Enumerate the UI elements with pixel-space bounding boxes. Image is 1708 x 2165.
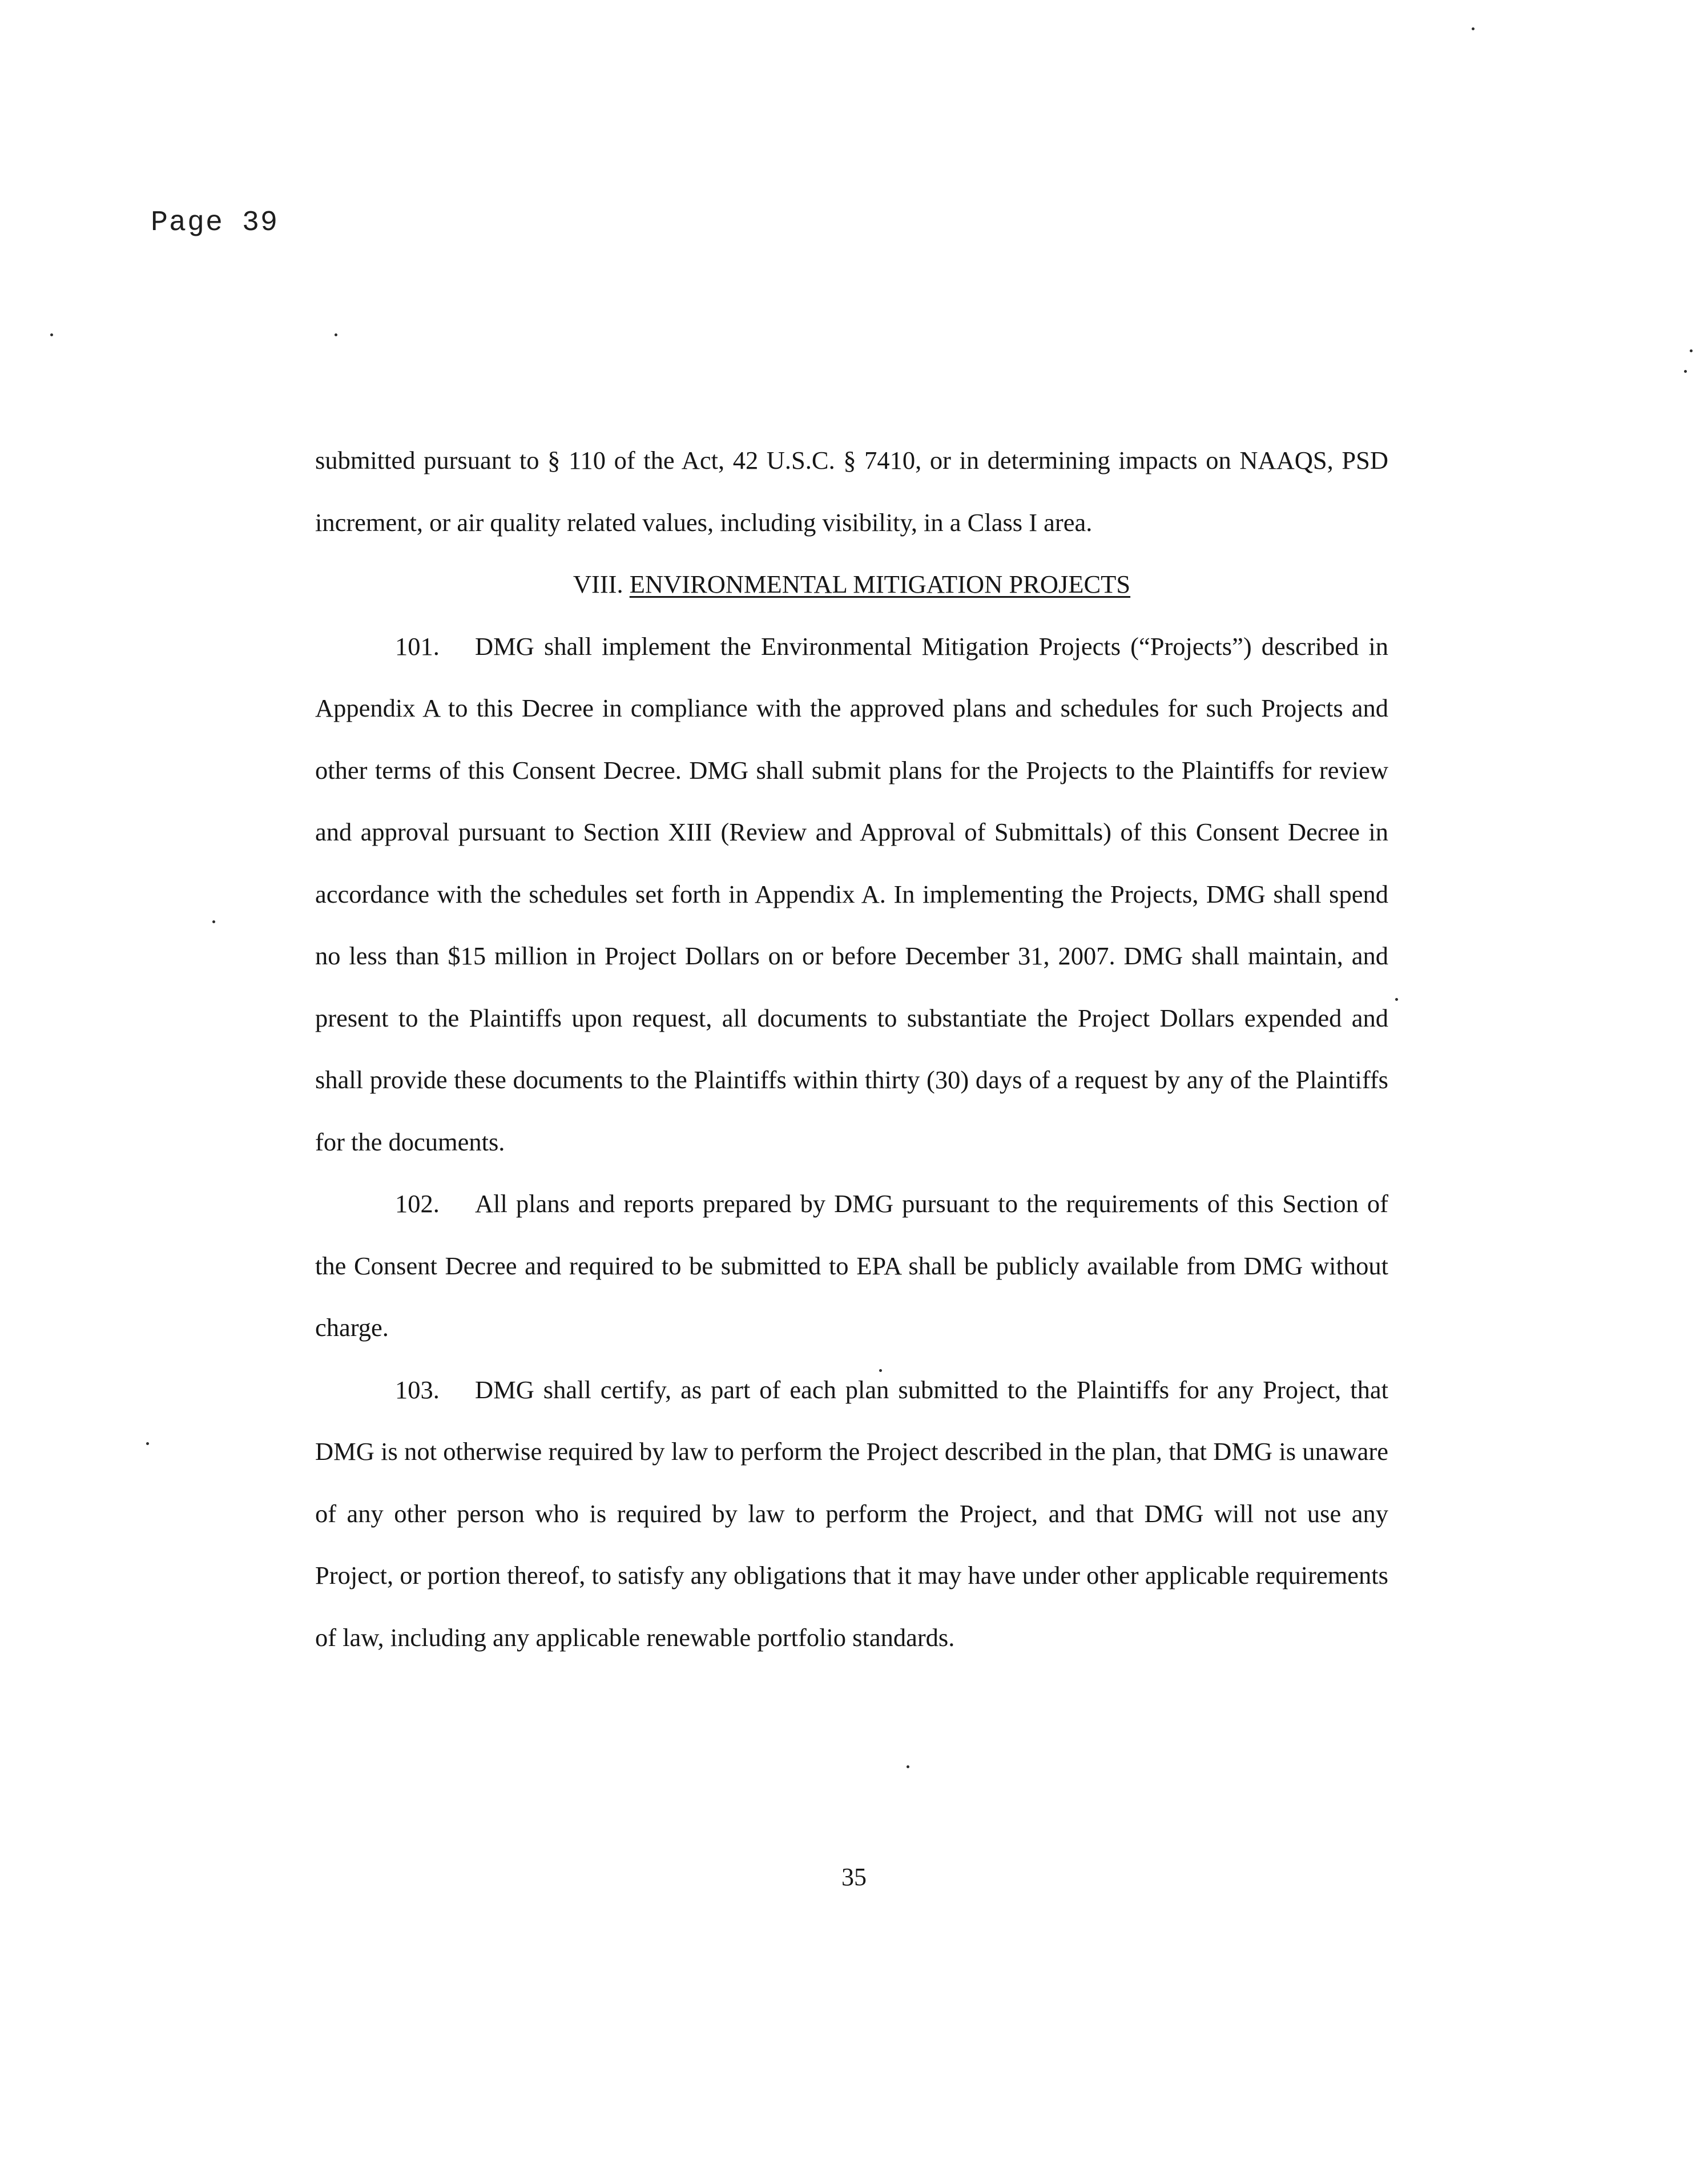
paragraph-text: DMG shall implement the Environmental Mitigation Projects (“Projects”) described in Appendix A to this Decree in compliance with the approved plans and schedules for such Projects and other terms of this Consent Decree. DMG shall submit plans for the Projects to the Plaintiffs for review and approval pursuant to Section XIII (Review and Approval of Submittals) of this Consent Decree in accordance with the schedules set forth in Appendix A. In implementing the Projects, DMG shall spend no less than $15 million in Project Dollars on or before December 31, 2007. DMG shall maintain, and present to the Plaintiffs upon request, all documents to substantiate the Project Dollars expended and shall provide these documents to the Plaintiffs within thirty (30) days of a request by any of the Plaintiffs for the documents. bbox=[315, 631, 1388, 1156]
paragraph-101 bbox=[315, 615, 1388, 1173]
paragraph-102 bbox=[315, 1173, 1388, 1359]
scan-speck bbox=[1395, 998, 1398, 1001]
scan-speck bbox=[1684, 370, 1687, 373]
scan-speck bbox=[50, 333, 53, 336]
paragraph-text: DMG shall certify, as part of each plan submitted to the Plaintiffs for any Project, that DMG is not otherwise required by law to perform the Project described in the plan, that DMG is unaware of any other person who is required by law to perform the Project, and that DMG will not use any Project, or portion thereof, to satisfy any obligations that it may have under other applicable requirements of law, including any applicable renewable portfolio standards. bbox=[315, 1375, 1388, 1652]
scan-speck bbox=[146, 1442, 149, 1445]
continuation-paragraph: submitted pursuant to § 110 of the Act, 42 U.S.C. § 7410, or in determining impacts on NAAQS, PSD increment, or air quality related values, including visibility, in a Class I area. bbox=[315, 446, 1388, 537]
document-body bbox=[315, 429, 1388, 1668]
scan-speck bbox=[212, 920, 215, 923]
paragraph-103 bbox=[315, 1359, 1388, 1669]
paragraph-text: All plans and reports prepared by DMG pursuant to the requirements of this Section of the Consent Decree and required to be submitted to EPA shall be publicly available from DMG without charge. bbox=[315, 1189, 1388, 1342]
section-heading bbox=[315, 553, 1388, 615]
section-number: VIII. bbox=[573, 570, 623, 598]
scan-speck bbox=[335, 333, 337, 336]
page-number: 35 bbox=[841, 1863, 867, 1891]
scan-speck bbox=[907, 1765, 909, 1768]
section-title: ENVIRONMENTAL MITIGATION PROJECTS bbox=[629, 570, 1131, 598]
paragraph-number: 103. bbox=[395, 1375, 440, 1404]
paragraph-number: 101. bbox=[395, 631, 440, 661]
scan-speck bbox=[1472, 27, 1475, 30]
paragraph-number: 102. bbox=[395, 1189, 440, 1218]
scan-speck bbox=[1690, 349, 1693, 352]
page-label: Page 39 bbox=[151, 207, 279, 239]
